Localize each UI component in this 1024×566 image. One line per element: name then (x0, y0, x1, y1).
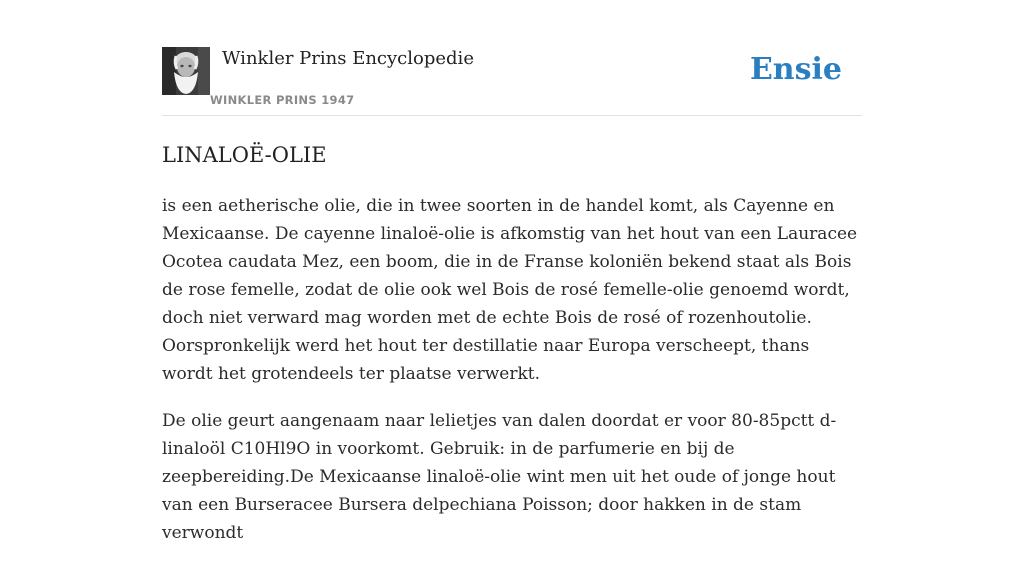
avatar[interactable] (162, 47, 210, 95)
source-title[interactable]: Winkler Prins Encyclopedie (222, 48, 474, 69)
source-header (162, 46, 862, 116)
brand-logo[interactable]: Ensie (749, 52, 842, 87)
article-paragraph: is een aetherische olie, die in twee soorten in de handel komt, als Cayenne en Mexicaanse. De cayenne linaloë-olie is afkomstig van het hout van een Lauracee Ocotea caudata Mez, een boom, die in de Franse koloniën bekend staat als Bois de rose femelle, zodat de olie ook wel Bois de rosé femelle-olie genoemd wordt, doch niet verward mag worden met de echte Bois de rosé of rozenhoutolie. Oorspronkelijk werd het hout ter destillatie naar Europa verscheept, thans wordt het grotendeels ter plaatse verwerkt. (162, 196, 858, 384)
article-body (162, 192, 862, 566)
source-subtitle[interactable]: WINKLER PRINS 1947 (210, 93, 355, 107)
portrait-image (162, 47, 210, 95)
article-paragraph: De olie geurt aangenaam naar lelietjes van dalen doordat er voor 80-85pctt d-linaloöl C10Hl9O in voorkomt. Gebruik: in de parfumerie en bij de zeepbereiding.De Mexicaanse linaloë-olie wint men uit het oude of jonge hout van een Burseracee Bursera delpechiana Poisson; door hakken in de stam verwondt (162, 411, 837, 543)
article-title: LINALOË-OLIE (162, 143, 327, 167)
